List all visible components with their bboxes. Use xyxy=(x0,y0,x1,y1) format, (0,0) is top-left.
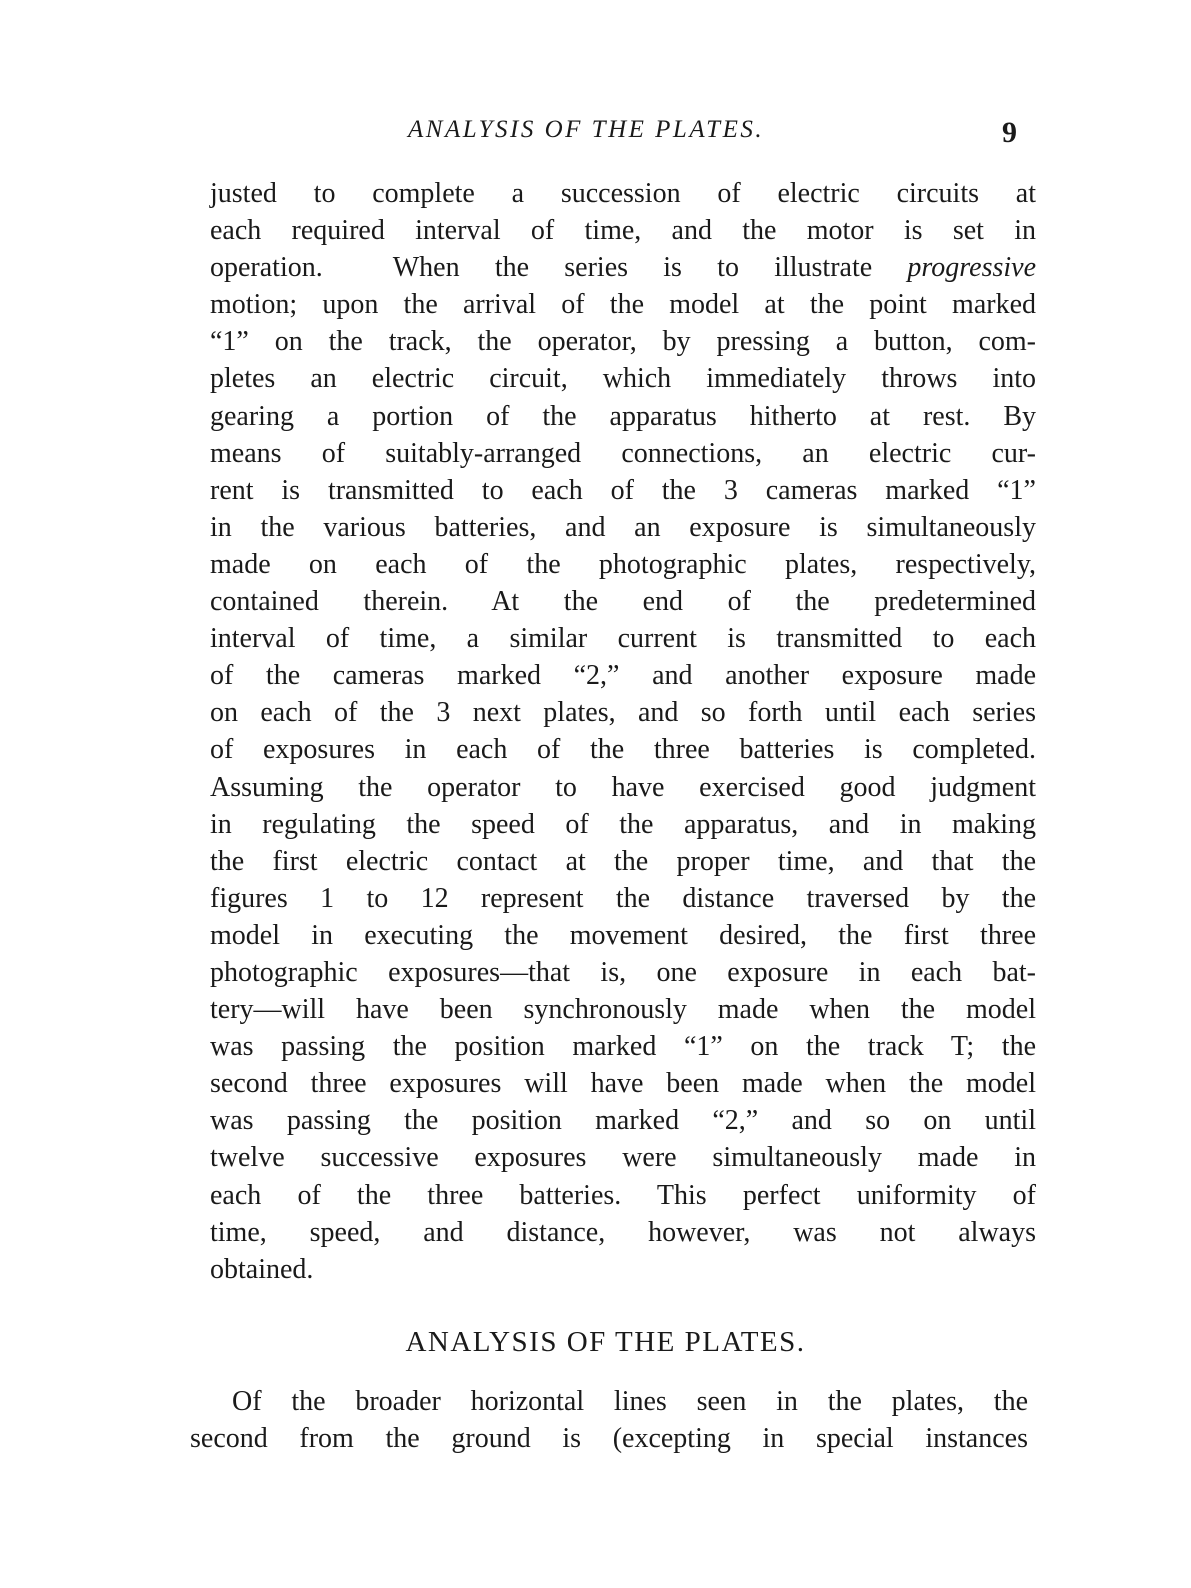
running-title: ANALYSIS OF THE PLATES. xyxy=(408,116,765,143)
paragraph-new xyxy=(190,1383,1028,1457)
text-line: obtained. xyxy=(210,1253,314,1285)
text-line: contained therein. At the end of the predetermined xyxy=(210,586,1036,618)
text-line: gearing a portion of the apparatus hitherto at rest. By xyxy=(210,400,1036,432)
text-line: figures 1 to 12 represent the distance traversed by the xyxy=(210,882,1036,914)
paragraph-continued xyxy=(210,175,1036,1288)
text-line: made on each of the photographic plates, respectively, xyxy=(210,548,1036,580)
text-line: tery—will have been synchronously made when the model xyxy=(210,994,1036,1026)
running-head xyxy=(0,112,1191,152)
text-line: each of the three batteries. This perfect uniformity of xyxy=(210,1179,1036,1211)
text-line: “1” on the track, the operator, by pressing a button, com- xyxy=(210,326,1036,358)
text-line: Assuming the operator to have exercised good judgment xyxy=(210,771,1036,803)
text-line: motion; upon the arrival of the model at the point marked xyxy=(210,289,1036,321)
text-line: each required interval of time, and the motor is set in xyxy=(210,215,1036,247)
text-line: on each of the 3 next plates, and so forth until each series xyxy=(210,697,1036,729)
text-line: second from the ground is (excepting in special instances xyxy=(190,1423,1028,1455)
text-line: twelve successive exposures were simultaneously made in xyxy=(210,1142,1036,1174)
text-line: pletes an electric circuit, which immediately throws into xyxy=(210,363,1036,395)
page-number: 9 xyxy=(1002,116,1017,149)
text-line: in regulating the speed of the apparatus, and in making xyxy=(210,808,1036,840)
text-line: means of suitably-arranged connections, an electric cur- xyxy=(210,437,1036,469)
section-heading: ANALYSIS OF THE PLATES. xyxy=(405,1326,806,1358)
text-line: rent is transmitted to each of the 3 cameras marked “1” xyxy=(210,474,1036,506)
text-line: second three exposures will have been made when the model xyxy=(210,1068,1036,1100)
text-line: time, speed, and distance, however, was not always xyxy=(210,1216,1036,1248)
text-line-with-emphasis xyxy=(210,249,1036,286)
text-line: in the various batteries, and an exposure is simultaneously xyxy=(210,511,1036,543)
emphasis-progressive: progressive xyxy=(907,252,1036,284)
text-line: was passing the position marked “1” on the track T; the xyxy=(210,1031,1036,1063)
text-line: was passing the position marked “2,” and so on until xyxy=(210,1105,1036,1137)
text-line: justed to complete a succession of electric circuits at xyxy=(210,178,1036,209)
text-fragment: operation. When the series is to illustrate xyxy=(210,252,908,284)
text-line: Of the broader horizontal lines seen in the plates, the xyxy=(232,1386,1028,1417)
text-line: of the cameras marked “2,” and another exposure made xyxy=(210,660,1036,692)
text-line: the first electric contact at the proper time, and that the xyxy=(210,845,1036,877)
text-line: model in executing the movement desired, the first three xyxy=(210,919,1036,951)
text-line: photographic exposures—that is, one exposure in each bat- xyxy=(210,956,1036,988)
text-line: interval of time, a similar current is transmitted to each xyxy=(210,623,1036,655)
text-line: of exposures in each of the three batteries is completed. xyxy=(210,734,1036,766)
